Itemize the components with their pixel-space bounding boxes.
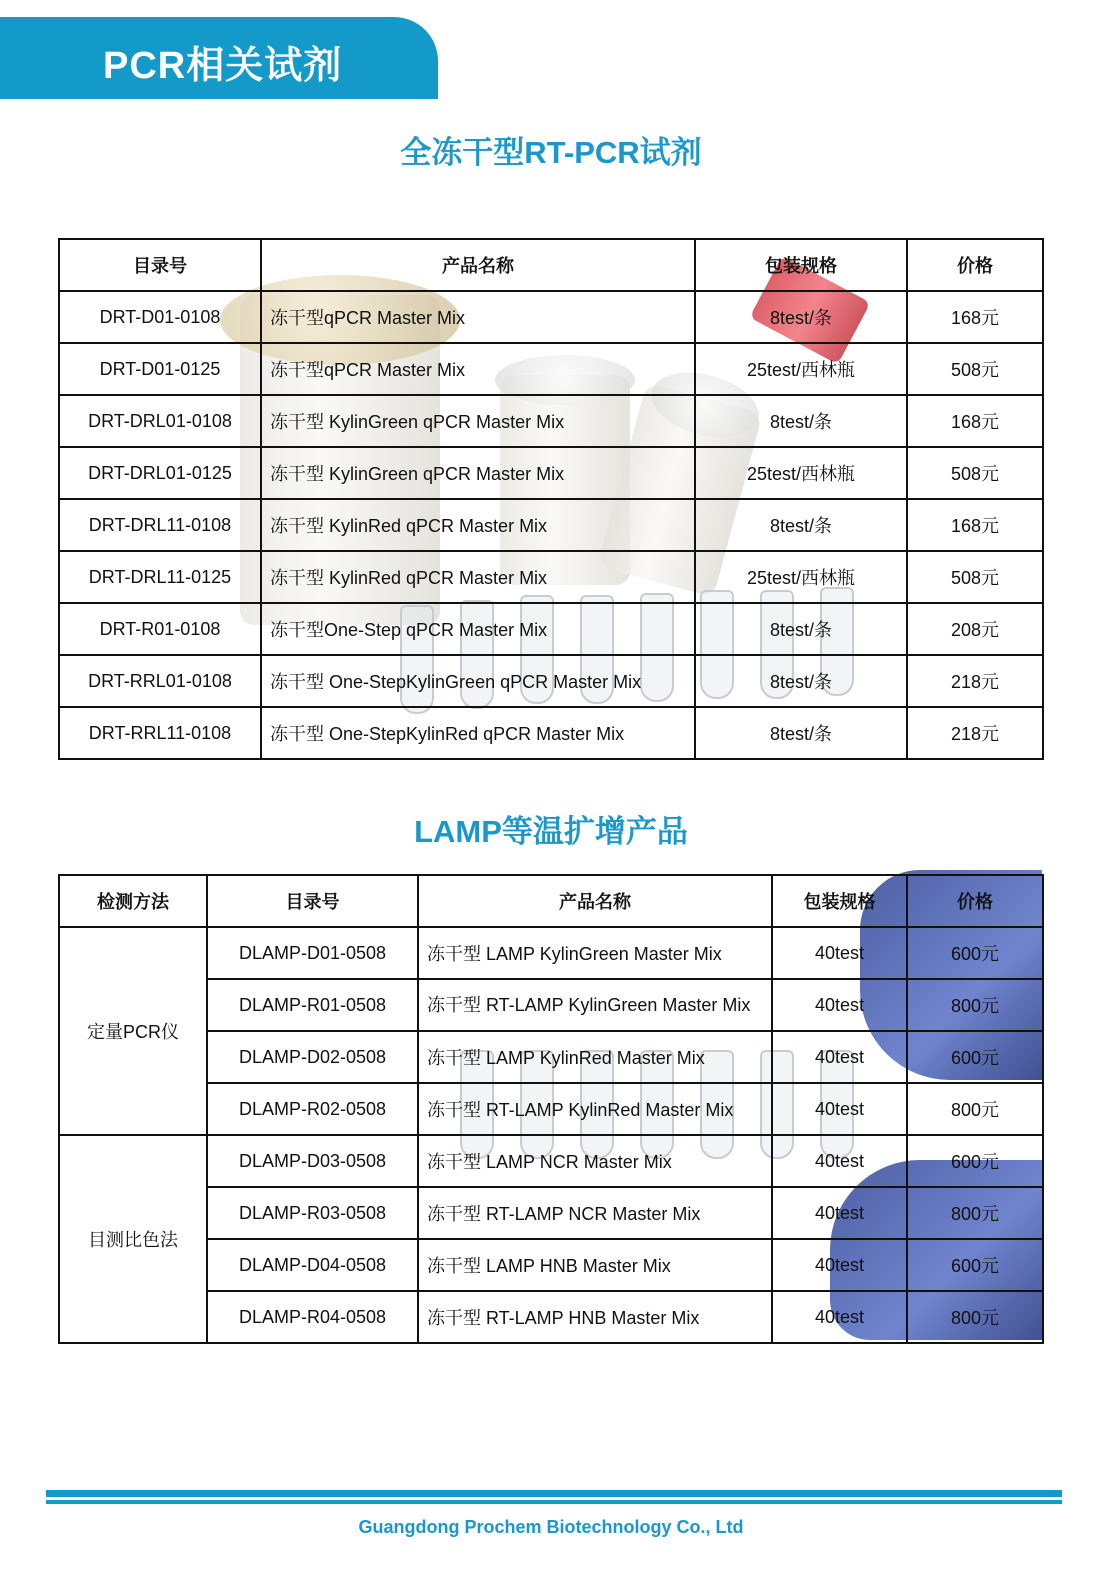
product-name: 冻干型 KylinRed qPCR Master Mix xyxy=(261,499,695,551)
product-name: 冻干型 LAMP HNB Master Mix xyxy=(418,1239,772,1291)
table-row xyxy=(59,1239,1043,1291)
table-row xyxy=(59,603,1043,655)
column-header: 产品名称 xyxy=(418,875,772,927)
package-spec: 8test/条 xyxy=(695,707,907,759)
price: 208元 xyxy=(907,603,1043,655)
table-row xyxy=(59,1083,1043,1135)
package-spec: 40test xyxy=(772,1031,907,1083)
package-spec: 8test/条 xyxy=(695,395,907,447)
rt-pcr-table xyxy=(58,238,1044,760)
price: 508元 xyxy=(907,343,1043,395)
package-spec: 40test xyxy=(772,1083,907,1135)
column-header: 产品名称 xyxy=(261,239,695,291)
package-spec: 40test xyxy=(772,1135,907,1187)
column-header: 检测方法 xyxy=(59,875,207,927)
price: 218元 xyxy=(907,707,1043,759)
product-name: 冻干型One-Step qPCR Master Mix xyxy=(261,603,695,655)
package-spec: 8test/条 xyxy=(695,291,907,343)
product-name: 冻干型qPCR Master Mix xyxy=(261,291,695,343)
price: 508元 xyxy=(907,551,1043,603)
product-name: 冻干型 KylinGreen qPCR Master Mix xyxy=(261,447,695,499)
catalog-number: DRT-RRL11-0108 xyxy=(59,707,261,759)
table-row xyxy=(59,979,1043,1031)
catalog-number: DRT-D01-0125 xyxy=(59,343,261,395)
product-name: 冻干型 RT-LAMP KylinGreen Master Mix xyxy=(418,979,772,1031)
price: 800元 xyxy=(907,1291,1043,1343)
lamp-table xyxy=(58,874,1044,1344)
package-spec: 40test xyxy=(772,927,907,979)
table-row xyxy=(59,499,1043,551)
package-spec: 40test xyxy=(772,979,907,1031)
table-row xyxy=(59,707,1043,759)
package-spec: 25test/西林瓶 xyxy=(695,551,907,603)
column-header: 目录号 xyxy=(207,875,418,927)
product-name: 冻干型 One-StepKylinRed qPCR Master Mix xyxy=(261,707,695,759)
table-row xyxy=(59,395,1043,447)
product-name: 冻干型 KylinRed qPCR Master Mix xyxy=(261,551,695,603)
price: 800元 xyxy=(907,1187,1043,1239)
header-tab xyxy=(0,17,438,99)
page-title: PCR相关试剂 xyxy=(103,45,343,87)
table-row xyxy=(59,1187,1043,1239)
package-spec: 40test xyxy=(772,1187,907,1239)
detection-method: 定量PCR仪 xyxy=(59,927,207,1135)
table-row xyxy=(59,1135,1043,1187)
table-row xyxy=(59,1031,1043,1083)
table-row xyxy=(59,291,1043,343)
column-header: 包装规格 xyxy=(695,239,907,291)
product-name: 冻干型 RT-LAMP KylinRed Master Mix xyxy=(418,1083,772,1135)
catalog-number: DLAMP-D01-0508 xyxy=(207,927,418,979)
package-spec: 8test/条 xyxy=(695,499,907,551)
table-row xyxy=(59,927,1043,979)
package-spec: 8test/条 xyxy=(695,655,907,707)
price: 600元 xyxy=(907,1135,1043,1187)
catalog-number: DRT-DRL01-0108 xyxy=(59,395,261,447)
package-spec: 25test/西林瓶 xyxy=(695,447,907,499)
column-header: 包装规格 xyxy=(772,875,907,927)
detection-method: 目测比色法 xyxy=(59,1135,207,1343)
catalog-number: DLAMP-R04-0508 xyxy=(207,1291,418,1343)
package-spec: 40test xyxy=(772,1291,907,1343)
catalog-number: DLAMP-R03-0508 xyxy=(207,1187,418,1239)
column-header: 价格 xyxy=(907,875,1043,927)
package-spec: 25test/西林瓶 xyxy=(695,343,907,395)
price: 168元 xyxy=(907,291,1043,343)
product-name: 冻干型 RT-LAMP NCR Master Mix xyxy=(418,1187,772,1239)
table-row xyxy=(59,447,1043,499)
price: 508元 xyxy=(907,447,1043,499)
catalog-number: DLAMP-D03-0508 xyxy=(207,1135,418,1187)
catalog-number: DRT-DRL01-0125 xyxy=(59,447,261,499)
price: 600元 xyxy=(907,927,1043,979)
catalog-number: DLAMP-D04-0508 xyxy=(207,1239,418,1291)
catalog-number: DLAMP-R02-0508 xyxy=(207,1083,418,1135)
package-spec: 8test/条 xyxy=(695,603,907,655)
section2-title: LAMP等温扩增产品 xyxy=(414,814,688,849)
price: 800元 xyxy=(907,979,1043,1031)
price: 800元 xyxy=(907,1083,1043,1135)
product-name: 冻干型qPCR Master Mix xyxy=(261,343,695,395)
product-name: 冻干型 LAMP KylinRed Master Mix xyxy=(418,1031,772,1083)
price: 168元 xyxy=(907,395,1043,447)
catalog-number: DRT-D01-0108 xyxy=(59,291,261,343)
price: 600元 xyxy=(907,1239,1043,1291)
catalog-number: DLAMP-D02-0508 xyxy=(207,1031,418,1083)
price: 168元 xyxy=(907,499,1043,551)
product-name: 冻干型 LAMP NCR Master Mix xyxy=(418,1135,772,1187)
price: 218元 xyxy=(907,655,1043,707)
table-header-row xyxy=(59,875,1043,927)
product-name: 冻干型 LAMP KylinGreen Master Mix xyxy=(418,927,772,979)
table-row xyxy=(59,1291,1043,1343)
column-header: 目录号 xyxy=(59,239,261,291)
footer-divider xyxy=(46,1490,1062,1497)
company-name: Guangdong Prochem Biotechnology Co., Ltd xyxy=(358,1517,744,1537)
catalog-number: DRT-DRL11-0125 xyxy=(59,551,261,603)
product-name: 冻干型 KylinGreen qPCR Master Mix xyxy=(261,395,695,447)
table-row xyxy=(59,551,1043,603)
catalog-number: DLAMP-R01-0508 xyxy=(207,979,418,1031)
product-name: 冻干型 One-StepKylinGreen qPCR Master Mix xyxy=(261,655,695,707)
package-spec: 40test xyxy=(772,1239,907,1291)
catalog-number: DRT-RRL01-0108 xyxy=(59,655,261,707)
table-header-row xyxy=(59,239,1043,291)
catalog-number: DRT-R01-0108 xyxy=(59,603,261,655)
column-header: 价格 xyxy=(907,239,1043,291)
table-row xyxy=(59,343,1043,395)
price: 600元 xyxy=(907,1031,1043,1083)
table-row xyxy=(59,655,1043,707)
product-name: 冻干型 RT-LAMP HNB Master Mix xyxy=(418,1291,772,1343)
catalog-number: DRT-DRL11-0108 xyxy=(59,499,261,551)
footer-divider xyxy=(46,1500,1062,1504)
section1-title: 全冻干型RT-PCR试剂 xyxy=(400,135,702,170)
